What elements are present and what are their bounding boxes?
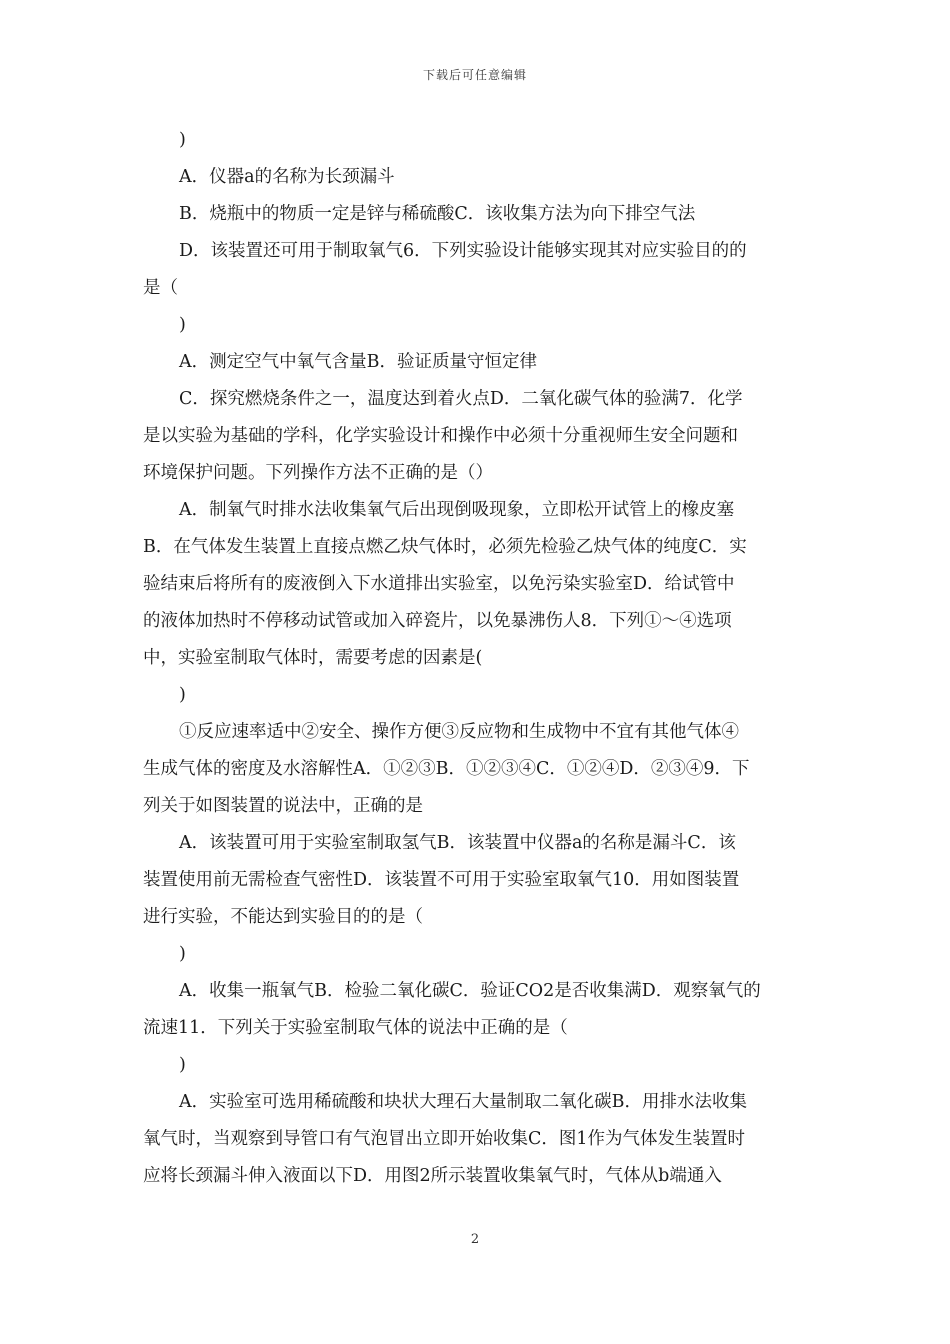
text-line: B．在气体发生装置上直接点燃乙炔气体时，必须先检验乙炔气体的纯度C．实 [143,537,747,557]
text-line: ) [179,130,186,150]
text-line: 装置使用前无需检查气密性D．该装置不可用于实验室取氧气10．用如图装置 [143,870,740,890]
text-line: 是（ [143,278,178,298]
text-line: A．收集一瓶氧气B．检验二氧化碳C．验证CO2是否收集满D．观察氧气的 [179,981,761,1001]
text-line: 流速11．下列关于实验室制取气体的说法中正确的是（ [143,1018,568,1038]
text-line: 验结束后将所有的废液倒入下水道排出实验室，以免污染实验室D．给试管中 [143,574,735,594]
text-line: 的液体加热时不停移动试管或加入碎瓷片，以免暴沸伤人8．下列①～④选项 [143,611,732,631]
text-line: A．测定空气中氧气含量B．验证质量守恒定律 [179,352,537,372]
text-line: A．制氧气时排水法收集氧气后出现倒吸现象，立即松开试管上的橡皮塞 [179,500,735,520]
text-line: ) [179,1055,186,1075]
text-line: ) [179,685,186,705]
page-number: 2 [470,1232,480,1247]
text-line: 是以实验为基础的学科，化学实验设计和操作中必须十分重视师生安全问题和 [143,426,738,446]
text-line: 应将长颈漏斗伸入液面以下D．用图2所示装置收集氧气时，气体从b端通入 [143,1166,722,1186]
text-line: D．该装置还可用于制取氧气6．下列实验设计能够实现其对应实验目的的 [179,241,747,261]
text-line: 氧气时，当观察到导管口有气泡冒出立即开始收集C．图1作为气体发生装置时 [143,1129,746,1149]
text-line: 环境保护问题。下列操作方法不正确的是（） [143,463,493,483]
text-line: A．仪器a的名称为长颈漏斗 [179,167,395,187]
text-line: A．该装置可用于实验室制取氢气B．该装置中仪器a的名称是漏斗C．该 [179,833,736,853]
document-body [143,122,808,1195]
text-line: 中，实验室制取气体时，需要考虑的因素是( [143,648,483,668]
text-line: 列关于如图装置的说法中，正确的是 [143,796,423,816]
text-line: C．探究燃烧条件之一，温度达到着火点D．二氧化碳气体的验满7．化学 [179,389,743,409]
text-line: ①反应速率适中②安全、操作方便③反应物和生成物中不宜有其他气体④ [179,722,739,742]
text-line: B．烧瓶中的物质一定是锌与稀硫酸C．该收集方法为向下排空气法 [179,204,696,224]
text-line: ) [179,944,186,964]
text-line: A．实验室可选用稀硫酸和块状大理石大量制取二氧化碳B．用排水法收集 [179,1092,747,1112]
page-header: 下载后可任意编辑 [422,68,527,82]
text-line: 生成气体的密度及水溶解性A．①②③B．①②③④C．①②④D．②③④9．下 [143,759,750,779]
text-line: ) [179,315,186,335]
text-line: 进行实验，不能达到实验目的的是（ [143,907,423,927]
